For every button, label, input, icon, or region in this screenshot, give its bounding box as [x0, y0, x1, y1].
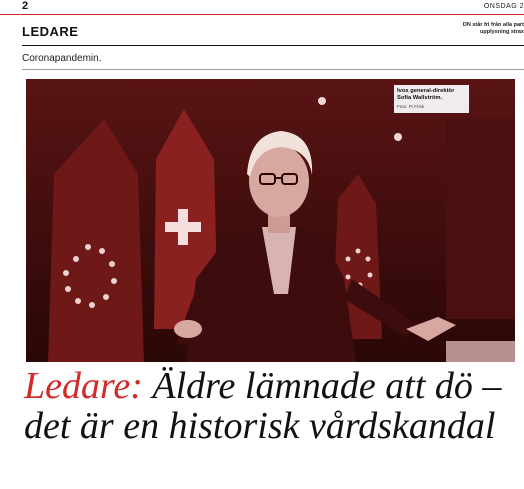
dateline: ONSDAG 2 [483, 3, 524, 10]
article-headline[interactable] [24, 366, 524, 446]
section-title: LEDARE [22, 24, 79, 39]
page-number: 2 [22, 0, 29, 12]
headline-label: Ledare: [24, 365, 143, 407]
article-kicker: Coronapandemin. [22, 53, 102, 64]
headline-line-1: Äldre lämnade att dö – [152, 365, 502, 407]
photo-credit: Foto: Pi Frisk [397, 104, 425, 109]
masthead-note: DN står fri från alla part upplysning strax [462, 22, 524, 35]
kicker-rule [22, 69, 524, 70]
top-red-rule [0, 14, 524, 15]
headline-line-2: det är en historisk vårdskandal [24, 405, 496, 447]
caption-text: Ivos general-direktör Sofia Wallström. [397, 88, 455, 101]
photo-caption [394, 85, 469, 113]
article-photo [26, 79, 515, 362]
photo-illustration [26, 79, 515, 362]
section-rule [22, 45, 524, 46]
